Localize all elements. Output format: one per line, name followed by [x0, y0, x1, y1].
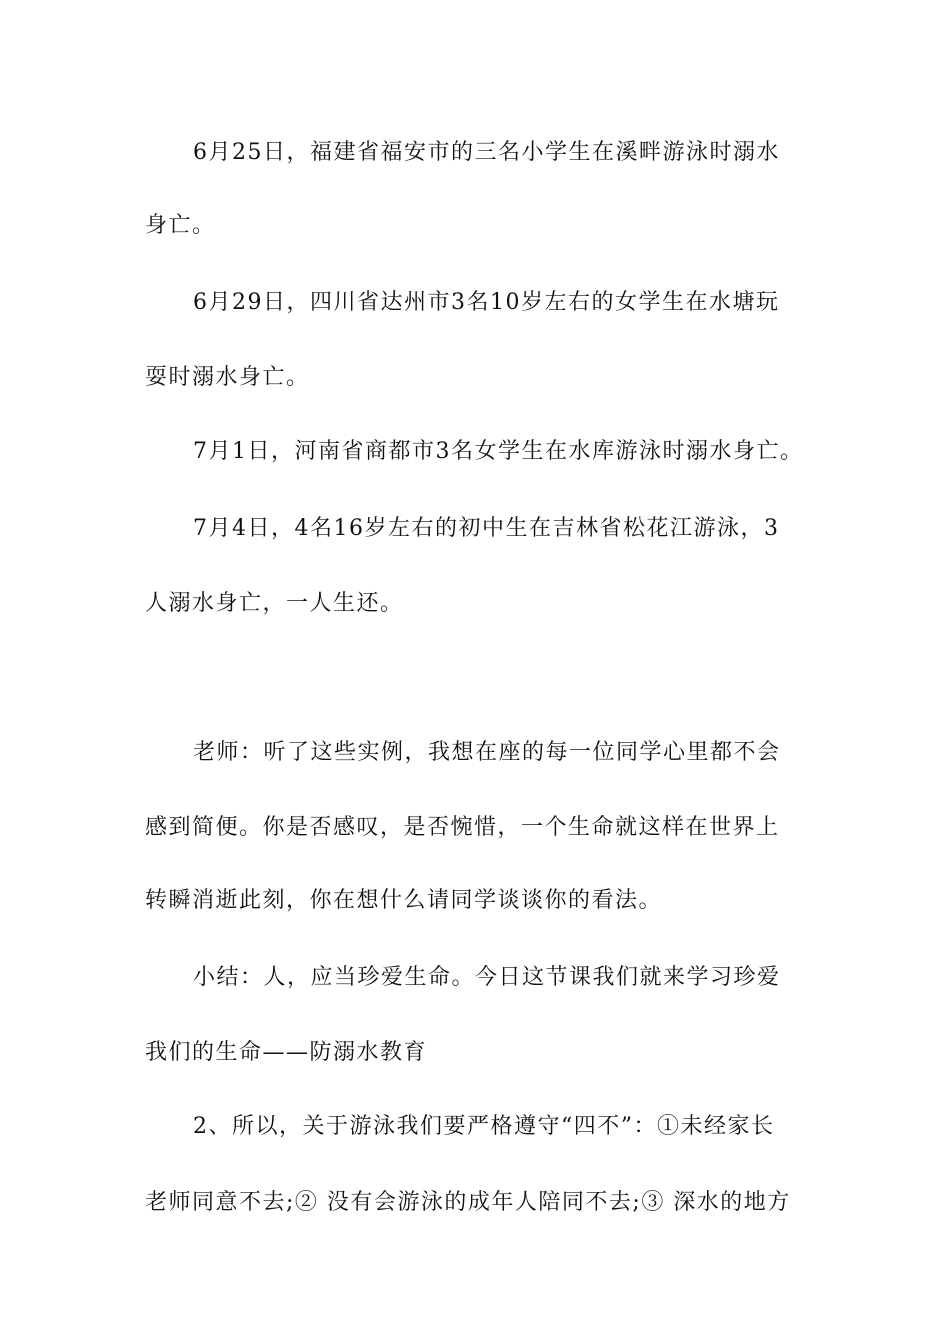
text-line: 2、所以，关于游泳我们要严格遵守“四不”：①未经家长 — [193, 1114, 775, 1139]
text-line: 身亡。 — [145, 213, 216, 238]
text-line: 老师：听了这些实例，我想在座的每一位同学心里都不会 — [193, 740, 781, 765]
text-line: 老师同意不去;② 没有会游泳的成年人陪同不去;③ 深水的地方 — [145, 1190, 791, 1215]
text-line: 7月4日，4名16岁左右的初中生在吉林省松花江游泳，3 — [193, 516, 780, 541]
text-line: 7月1日，河南省商都市3名女学生在水库游泳时溺水身亡。 — [193, 439, 804, 464]
text-line: 我们的生命——防溺水教育 — [145, 1040, 428, 1065]
text-line: 6月29日，四川省达州市3名10岁左右的女学生在水塘玩 — [193, 290, 780, 315]
text-line: 转瞬消逝此刻，你在想什么请同学谈谈你的看法。 — [145, 888, 663, 913]
text-line: 6月25日，福建省福安市的三名小学生在溪畔游泳时溺水 — [193, 140, 780, 165]
text-line: 耍时溺水身亡。 — [145, 365, 310, 390]
text-line: 人溺水身亡，一人生还。 — [145, 591, 404, 616]
text-line: 感到简便。你是否感叹，是否惋惜，一个生命就这样在世界上 — [145, 815, 780, 840]
text-line: 小结：人，应当珍爱生命。今日这节课我们就来学习珍爱 — [193, 965, 781, 990]
